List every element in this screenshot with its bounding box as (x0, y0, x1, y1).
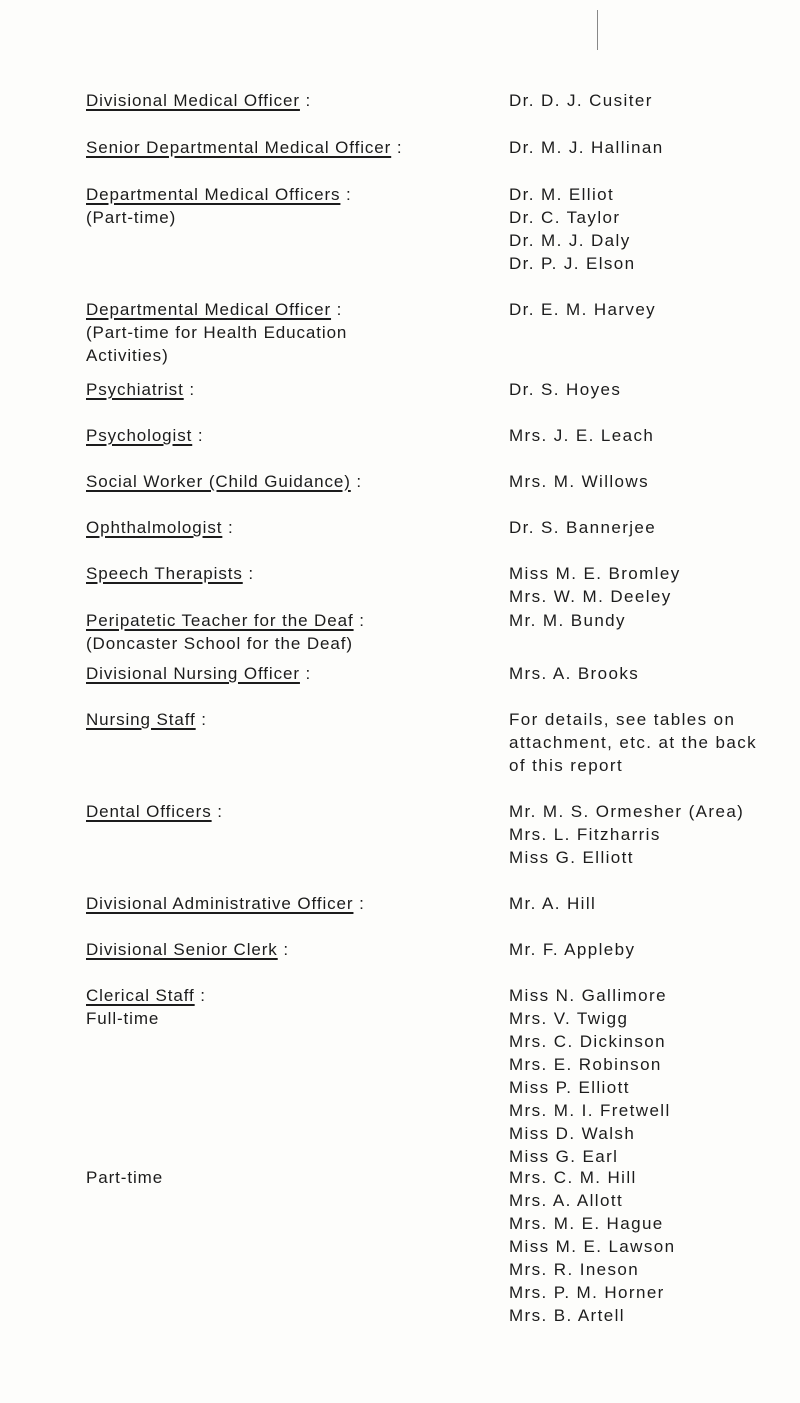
role-title: Dental Officers (86, 802, 212, 821)
staff-name: Miss P. Elliott (509, 1078, 630, 1097)
staff-name: Mrs. B. Artell (509, 1306, 625, 1325)
names-cell (509, 609, 799, 632)
role-title: Nursing Staff (86, 710, 196, 729)
role-title: Departmental Medical Officer (86, 300, 332, 319)
role-cell (86, 609, 486, 655)
staff-name: Miss G. Elliott (509, 848, 634, 867)
staff-name: Dr. D. J. Cusiter (509, 91, 653, 110)
staff-name: Dr. M. Elliot (509, 185, 615, 204)
role-cell (86, 1166, 486, 1189)
role-cell (86, 424, 486, 447)
staff-name: Miss G. Earl (509, 1147, 619, 1166)
role-subtitle: Activities) (86, 346, 169, 365)
role-colon: : (340, 185, 352, 204)
staff-name: Mrs. L. Fitzharris (509, 825, 661, 844)
role-colon: : (353, 611, 365, 630)
staff-name: Mrs. V. Twigg (509, 1009, 629, 1028)
role-title: Social Worker (Child Guidance) (86, 472, 351, 491)
role-title: Ophthalmologist (86, 518, 223, 537)
names-cell (509, 1166, 799, 1327)
role-cell (86, 89, 486, 112)
role-cell (86, 378, 486, 401)
scan-mark (597, 10, 598, 50)
role-cell (86, 298, 486, 367)
staff-name: Miss M. E. Lawson (509, 1237, 676, 1256)
staff-name: Mrs. E. Robinson (509, 1055, 662, 1074)
role-title: Divisional Medical Officer (86, 91, 300, 110)
role-colon: : (277, 940, 289, 959)
role-title: Senior Departmental Medical Officer (86, 138, 392, 157)
names-cell (509, 378, 799, 401)
role-title: Peripatetic Teacher for the Deaf (86, 611, 354, 630)
role-colon: : (350, 472, 363, 491)
staff-name: Mrs. P. M. Horner (509, 1283, 665, 1302)
names-cell (509, 708, 799, 777)
staff-name: Mr. M. S. Ormesher (Area) (509, 802, 745, 821)
names-cell (509, 662, 799, 685)
role-title: Clerical Staff (86, 986, 195, 1005)
role-title: Divisional Administrative Officer (86, 894, 354, 913)
staff-name: Mrs. A. Brooks (509, 664, 640, 683)
names-cell (509, 470, 799, 493)
names-cell (509, 938, 799, 961)
role-colon: : (299, 91, 312, 110)
role-title: Speech Therapists (86, 564, 243, 583)
role-title: Psychiatrist (86, 380, 184, 399)
staff-name: Mrs. R. Ineson (509, 1260, 640, 1279)
staff-name: For details, see tables on (509, 710, 736, 729)
role-colon: : (222, 518, 234, 537)
role-cell (86, 800, 486, 823)
role-title: Departmental Medical Officers (86, 185, 341, 204)
staff-name: Mr. A. Hill (509, 894, 597, 913)
staff-name: Dr. C. Taylor (509, 208, 621, 227)
names-cell (509, 89, 799, 112)
role-cell (86, 892, 486, 915)
names-cell (509, 984, 799, 1168)
staff-name: Mrs. A. Allott (509, 1191, 624, 1210)
role-cell (86, 938, 486, 961)
staff-name: of this report (509, 756, 624, 775)
names-cell (509, 562, 799, 608)
staff-name: Mrs. C. M. Hill (509, 1168, 637, 1187)
staff-name: Mrs. M. E. Hague (509, 1214, 664, 1233)
role-cell (86, 708, 486, 731)
role-cell (86, 183, 486, 229)
role-cell (86, 662, 486, 685)
role-cell (86, 136, 486, 159)
staff-name: attachment, etc. at the back (509, 733, 758, 752)
names-cell (509, 136, 799, 159)
names-cell (509, 516, 799, 539)
staff-name: Dr. E. M. Harvey (509, 300, 657, 319)
staff-name: Mrs. M. I. Fretwell (509, 1101, 671, 1120)
staff-name: Dr. P. J. Elson (509, 254, 636, 273)
names-cell (509, 298, 799, 321)
role-title: Divisional Nursing Officer (86, 664, 300, 683)
role-cell (86, 470, 486, 493)
role-colon: : (331, 300, 343, 319)
staff-name: Dr. M. J. Hallinan (509, 138, 664, 157)
staff-name: Miss N. Gallimore (509, 986, 667, 1005)
staff-name: Miss D. Walsh (509, 1124, 636, 1143)
staff-name: Dr. S. Hoyes (509, 380, 622, 399)
role-cell (86, 562, 486, 585)
staff-name: Mrs. M. Willows (509, 472, 649, 491)
staff-name: Dr. S. Bannerjee (509, 518, 657, 537)
names-cell (509, 892, 799, 915)
staff-name: Dr. M. J. Daly (509, 231, 631, 250)
role-colon: : (242, 564, 254, 583)
role-subtitle: (Part-time for Health Education (86, 323, 348, 342)
role-colon: : (353, 894, 365, 913)
names-cell (509, 424, 799, 447)
role-colon: : (194, 986, 206, 1005)
role-colon: : (195, 710, 207, 729)
role-subtitle: Full-time (86, 1009, 160, 1028)
role-title: Psychologist (86, 426, 193, 445)
role-colon: : (299, 664, 312, 683)
names-cell (509, 183, 799, 275)
role-subtitle: (Part-time) (86, 208, 177, 227)
staff-name: Mrs. J. E. Leach (509, 426, 655, 445)
role-subtitle: Part-time (86, 1168, 164, 1187)
staff-name: Miss M. E. Bromley (509, 564, 681, 583)
role-colon: : (211, 802, 223, 821)
staff-name: Mr. F. Appleby (509, 940, 636, 959)
staff-name: Mrs. C. Dickinson (509, 1032, 666, 1051)
role-subtitle: (Doncaster School for the Deaf) (86, 634, 353, 653)
staff-name: Mrs. W. M. Deeley (509, 587, 672, 606)
role-colon: : (391, 138, 403, 157)
role-cell (86, 516, 486, 539)
role-title: Divisional Senior Clerk (86, 940, 278, 959)
role-colon: : (192, 426, 204, 445)
role-cell (86, 984, 486, 1030)
names-cell (509, 800, 799, 869)
staff-name: Mr. M. Bundy (509, 611, 626, 630)
role-colon: : (183, 380, 195, 399)
